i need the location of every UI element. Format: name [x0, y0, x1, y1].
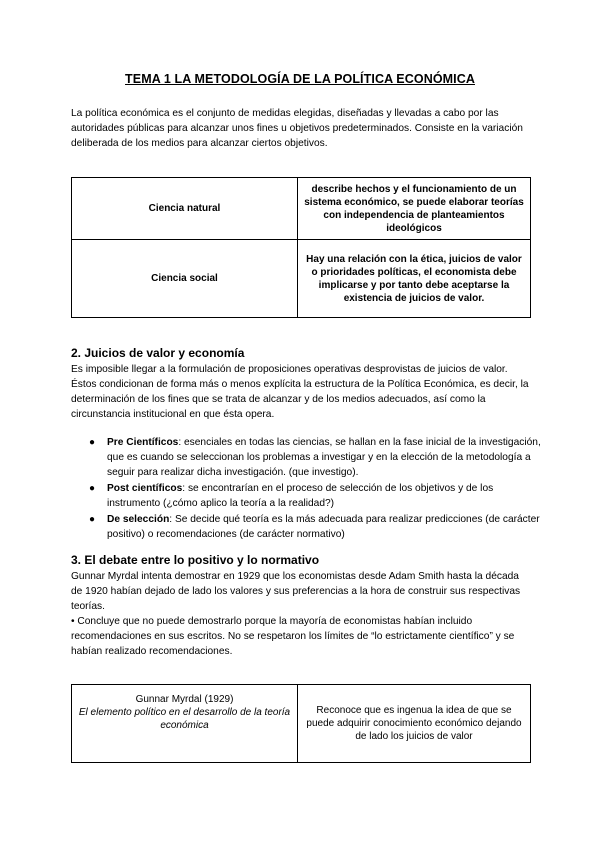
work-title: El elemento político en el desarrollo de la teoría económica [78, 707, 291, 731]
list-item [71, 435, 541, 480]
section-paragraph: Es imposible llegar a la formulación de proposiciones operativas desprovistas de juicios de valor. Éstos condicionan de forma más o menos explícita la estructura de la Política Económica, es decir, la determinación de los fines que se trata de alcanzar y de los medios adecuados, así como la circunstancia institucional en que ésta opera. [71, 364, 529, 420]
table-row [72, 178, 531, 240]
bullet-icon: ● [89, 437, 96, 448]
bullet-icon: ● [89, 483, 96, 494]
list-item [71, 481, 541, 511]
bullet-term: Post científicos [107, 483, 183, 494]
section-note: • Concluye que no puede demostrarlo porque la mayoría de economistas habían incluido recomendaciones en sus escritos. No se respetaron los límites de “lo estrictamente científico” y se habían realizado recomendaciones. [71, 616, 515, 657]
myrdal-table [71, 684, 531, 763]
bullet-term: De selección [107, 514, 170, 525]
list-item [71, 512, 541, 542]
intro-paragraph: La política económica es el conjunto de medidas elegidas, diseñadas y llevadas a cabo por las autoridades públicas para alcanzar unos fines u objetivos predeterminados. Consiste en la variación deliberada de los medios para alcanzar ciertos objetivos. [71, 108, 523, 149]
table-cell-left: Ciencia social [72, 240, 298, 318]
section-heading: 2. Juicios de valor y economía [71, 346, 245, 360]
bullet-text: : esenciales en todas las ciencias, se hallan en la fase inicial de la investigación, que es cuando se seleccionan los problemas a investigar y en la elección de la metodología a seguir para realizar dicha investigación. (que investigo). [107, 437, 541, 478]
table-row [72, 685, 531, 763]
section-paragraph: Gunnar Myrdal intenta demostrar en 1929 que los economistas desde Adam Smith hasta la década de 1920 habían dejado de lado los valores y sus preferencias a la hora de construir sus respectivas teorías. [71, 571, 521, 612]
section-heading: 3. El debate entre lo positivo y lo normativo [71, 553, 320, 567]
table-cell-left [72, 685, 298, 763]
table-row [72, 240, 531, 318]
table-cell-right: Reconoce que es ingenua la idea de que se puede adquirir conocimiento económico dejando de lado los juicios de valor [298, 685, 531, 763]
bullet-list [71, 435, 541, 543]
page-title: TEMA 1 LA METODOLOGÍA DE LA POLÍTICA ECONÓMICA [125, 72, 475, 86]
bullet-text: : Se decide qué teoría es la más adecuada para realizar predicciones (de carácter positivo) o recomendaciones (de carácter normativo) [107, 514, 540, 540]
author-label: Gunnar Myrdal (1929) [135, 694, 234, 705]
comparison-table [71, 177, 531, 318]
table-cell-right: Hay una relación con la ética, juicios de valor o prioridades políticas, el economista debe implicarse y por tanto debe aceptarse la existencia de juicios de valor. [298, 240, 531, 318]
table-cell-right: describe hechos y el funcionamiento de un sistema económico, se puede elaborar teorías con independencia de planteamientos ideológicos [298, 178, 531, 240]
bullet-term: Pre Científicos [107, 437, 179, 448]
bullet-icon: ● [89, 514, 96, 525]
table-cell-left: Ciencia natural [72, 178, 298, 240]
bullet-text: : se encontrarían en el proceso de selección de los objetivos y de los instrumento (¿cómo aplico la teoría a la realidad?) [107, 483, 494, 509]
